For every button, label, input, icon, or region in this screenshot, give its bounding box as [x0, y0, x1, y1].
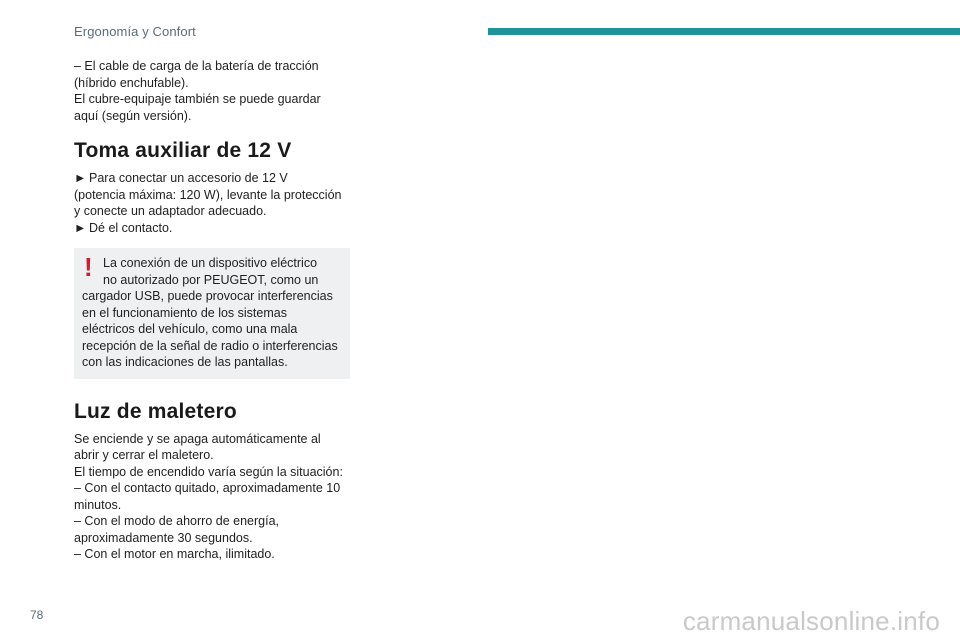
- trunk-line: Se enciende y se apaga automáticamente al: [74, 431, 321, 446]
- trunk-line: – Con el contacto quitado, aproximadamente 10: [74, 481, 341, 495]
- trunk-line: – Con el motor en marcha, ilimitado.: [74, 547, 275, 561]
- trunk-light-heading: Luz de maletero: [74, 399, 237, 423]
- step-text: Para conectar un accesorio de 12 V: [89, 171, 288, 185]
- page-content: [74, 58, 344, 563]
- warning-line: con las indicaciones de las pantallas.: [82, 355, 288, 369]
- arrow-icon: ►: [74, 220, 87, 235]
- warning-line: eléctricos del vehículo, como una mala: [82, 322, 298, 336]
- intro-line: (híbrido enchufable).: [74, 75, 189, 90]
- intro-paragraph: [74, 58, 344, 124]
- step-line: [74, 220, 344, 237]
- warning-line: cargador USB, puede provocar interferencias: [82, 289, 333, 303]
- arrow-icon: ►: [74, 171, 87, 185]
- page-number: 78: [30, 608, 44, 622]
- warning-line: La conexión de un dispositivo eléctrico: [103, 256, 318, 270]
- trunk-light-text: [74, 431, 344, 563]
- trunk-line: aproximadamente 30 segundos.: [74, 530, 253, 545]
- step-text: Dé el contacto.: [89, 220, 173, 235]
- trunk-line: minutos.: [74, 497, 122, 512]
- intro-line: – El cable de carga de la batería de tracción: [74, 59, 319, 73]
- trunk-line: El tiempo de encendido varía según la situación:: [74, 464, 343, 479]
- socket-heading: Toma auxiliar de 12 V: [74, 139, 292, 162]
- step-text: y conecte un adaptador adecuado.: [74, 204, 267, 218]
- trunk-line: abrir y cerrar el maletero.: [74, 448, 214, 462]
- warning-box: [74, 248, 350, 379]
- section-title: Ergonomía y Confort: [74, 24, 196, 39]
- warning-icon: !: [84, 252, 93, 282]
- warning-line: en el funcionamiento de los sistemas: [82, 305, 287, 320]
- header-accent-bar: [488, 28, 960, 35]
- intro-line: El cubre-equipaje también se puede guardar: [74, 92, 321, 106]
- warning-line: no autorizado por PEUGEOT, como un: [103, 272, 319, 287]
- socket-steps: [74, 170, 344, 236]
- warning-line: recepción de la señal de radio o interferencias: [82, 338, 338, 353]
- step-line: [74, 170, 344, 187]
- intro-line: aquí (según versión).: [74, 108, 192, 123]
- trunk-line: – Con el modo de ahorro de energía,: [74, 514, 279, 528]
- step-text: (potencia máxima: 120 W), levante la protección: [74, 187, 342, 202]
- watermark: carmanualsonline.info: [682, 606, 940, 636]
